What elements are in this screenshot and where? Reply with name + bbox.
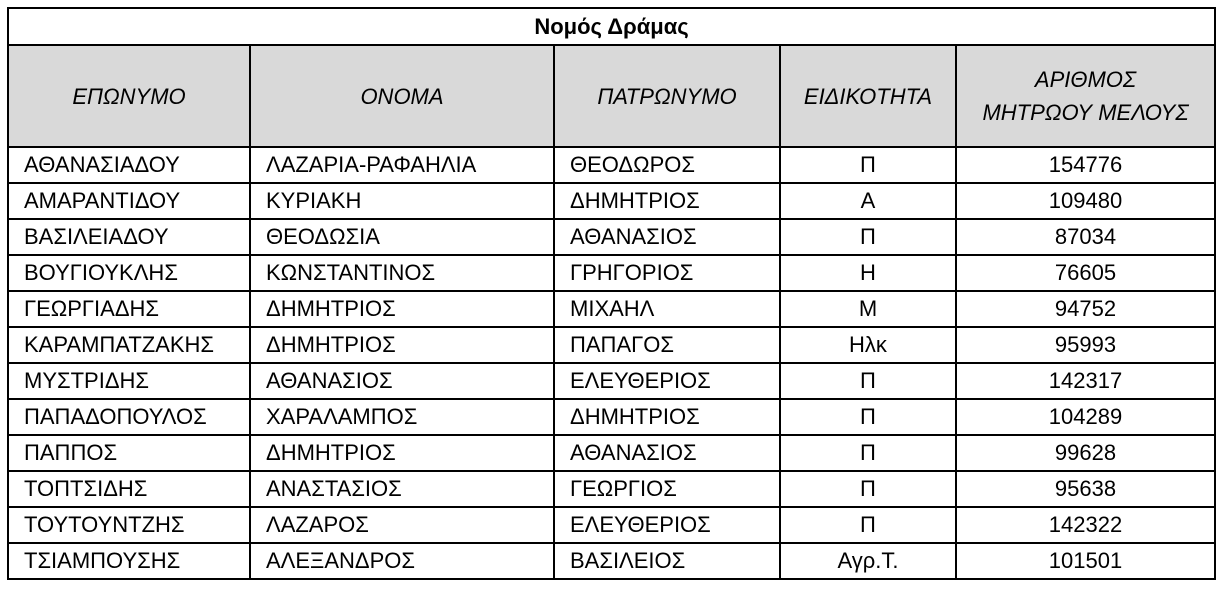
cell-member-number: 101501 [956, 543, 1215, 579]
header-member-number-line1: ΑΡΙΘΜΟΣ [1034, 67, 1137, 92]
cell-name: ΛΑΖΑΡΟΣ [250, 507, 554, 543]
cell-surname: ΚΑΡΑΜΠΑΤΖΑΚΗΣ [8, 327, 250, 363]
cell-name: ΘΕΟΔΩΣΙΑ [250, 219, 554, 255]
table-row [8, 471, 1215, 507]
header-member-number [956, 45, 1215, 147]
cell-specialty: Αγρ.Τ. [780, 543, 956, 579]
cell-patronym: ΑΘΑΝΑΣΙΟΣ [554, 219, 780, 255]
cell-patronym: ΕΛΕΥΘΕΡΙΟΣ [554, 363, 780, 399]
cell-name: ΔΗΜΗΤΡΙΟΣ [250, 435, 554, 471]
cell-surname: ΤΟΥΤΟΥΝΤΖΗΣ [8, 507, 250, 543]
table-header-row [8, 45, 1215, 147]
cell-patronym: ΒΑΣΙΛΕΙΟΣ [554, 543, 780, 579]
cell-patronym: ΠΑΠΑΓΟΣ [554, 327, 780, 363]
cell-specialty: Ηλκ [780, 327, 956, 363]
header-surname: ΕΠΩΝΥΜΟ [8, 45, 250, 147]
cell-surname: ΜΥΣΤΡΙΔΗΣ [8, 363, 250, 399]
cell-specialty: Π [780, 219, 956, 255]
header-member-number-line2: ΜΗΤΡΩΟΥ ΜΕΛΟΥΣ [982, 100, 1189, 125]
cell-patronym: ΔΗΜΗΤΡΙΟΣ [554, 399, 780, 435]
cell-specialty: Π [780, 471, 956, 507]
cell-specialty: Η [780, 255, 956, 291]
cell-patronym: ΘΕΟΔΩΡΟΣ [554, 147, 780, 183]
cell-surname: ΓΕΩΡΓΙΑΔΗΣ [8, 291, 250, 327]
table-row [8, 363, 1215, 399]
cell-patronym: ΓΕΩΡΓΙΟΣ [554, 471, 780, 507]
cell-member-number: 104289 [956, 399, 1215, 435]
cell-surname: ΤΣΙΑΜΠΟΥΣΗΣ [8, 543, 250, 579]
table-row [8, 255, 1215, 291]
cell-name: ΑΛΕΞΑΝΔΡΟΣ [250, 543, 554, 579]
cell-surname: ΤΟΠΤΣΙΔΗΣ [8, 471, 250, 507]
cell-surname: ΑΘΑΝΑΣΙΑΔΟΥ [8, 147, 250, 183]
cell-surname: ΒΟΥΓΙΟΥΚΛΗΣ [8, 255, 250, 291]
document-page [7, 7, 1216, 580]
cell-specialty: Π [780, 147, 956, 183]
cell-surname: ΑΜΑΡΑΝΤΙΔΟΥ [8, 183, 250, 219]
header-name: ΟΝΟΜΑ [250, 45, 554, 147]
cell-member-number: 95638 [956, 471, 1215, 507]
cell-member-number: 95993 [956, 327, 1215, 363]
cell-patronym: ΔΗΜΗΤΡΙΟΣ [554, 183, 780, 219]
table-body [8, 147, 1215, 579]
table-row [8, 543, 1215, 579]
cell-member-number: 99628 [956, 435, 1215, 471]
cell-patronym: ΜΙΧΑΗΛ [554, 291, 780, 327]
cell-name: ΑΝΑΣΤΑΣΙΟΣ [250, 471, 554, 507]
cell-member-number: 142317 [956, 363, 1215, 399]
cell-name: ΔΗΜΗΤΡΙΟΣ [250, 327, 554, 363]
cell-specialty: Α [780, 183, 956, 219]
cell-specialty: Π [780, 363, 956, 399]
cell-patronym: ΑΘΑΝΑΣΙΟΣ [554, 435, 780, 471]
cell-name: ΔΗΜΗΤΡΙΟΣ [250, 291, 554, 327]
cell-surname: ΒΑΣΙΛΕΙΑΔΟΥ [8, 219, 250, 255]
table-row [8, 399, 1215, 435]
members-table [7, 7, 1216, 580]
cell-member-number: 94752 [956, 291, 1215, 327]
cell-surname: ΠΑΠΠΟΣ [8, 435, 250, 471]
cell-patronym: ΓΡΗΓΟΡΙΟΣ [554, 255, 780, 291]
cell-name: ΧΑΡΑΛΑΜΠΟΣ [250, 399, 554, 435]
cell-name: ΑΘΑΝΑΣΙΟΣ [250, 363, 554, 399]
cell-member-number: 154776 [956, 147, 1215, 183]
header-patronym: ΠΑΤΡΩΝΥΜΟ [554, 45, 780, 147]
cell-specialty: Π [780, 399, 956, 435]
cell-member-number: 76605 [956, 255, 1215, 291]
cell-name: ΚΥΡΙΑΚΗ [250, 183, 554, 219]
cell-name: ΚΩΝΣΤΑΝΤΙΝΟΣ [250, 255, 554, 291]
table-row [8, 291, 1215, 327]
cell-name: ΛΑΖΑΡΙΑ-ΡΑΦΑΗΛΙΑ [250, 147, 554, 183]
cell-specialty: Μ [780, 291, 956, 327]
cell-member-number: 87034 [956, 219, 1215, 255]
table-row [8, 507, 1215, 543]
table-row [8, 183, 1215, 219]
cell-specialty: Π [780, 435, 956, 471]
cell-member-number: 109480 [956, 183, 1215, 219]
table-row [8, 219, 1215, 255]
table-title-row [8, 8, 1215, 45]
cell-patronym: ΕΛΕΥΘΕΡΙΟΣ [554, 507, 780, 543]
table-row [8, 147, 1215, 183]
cell-specialty: Π [780, 507, 956, 543]
header-specialty: ΕΙΔΙΚΟΤΗΤΑ [780, 45, 956, 147]
table-title: Νομός Δράμας [8, 8, 1215, 45]
table-row [8, 435, 1215, 471]
cell-member-number: 142322 [956, 507, 1215, 543]
table-row [8, 327, 1215, 363]
cell-surname: ΠΑΠΑΔΟΠΟΥΛΟΣ [8, 399, 250, 435]
